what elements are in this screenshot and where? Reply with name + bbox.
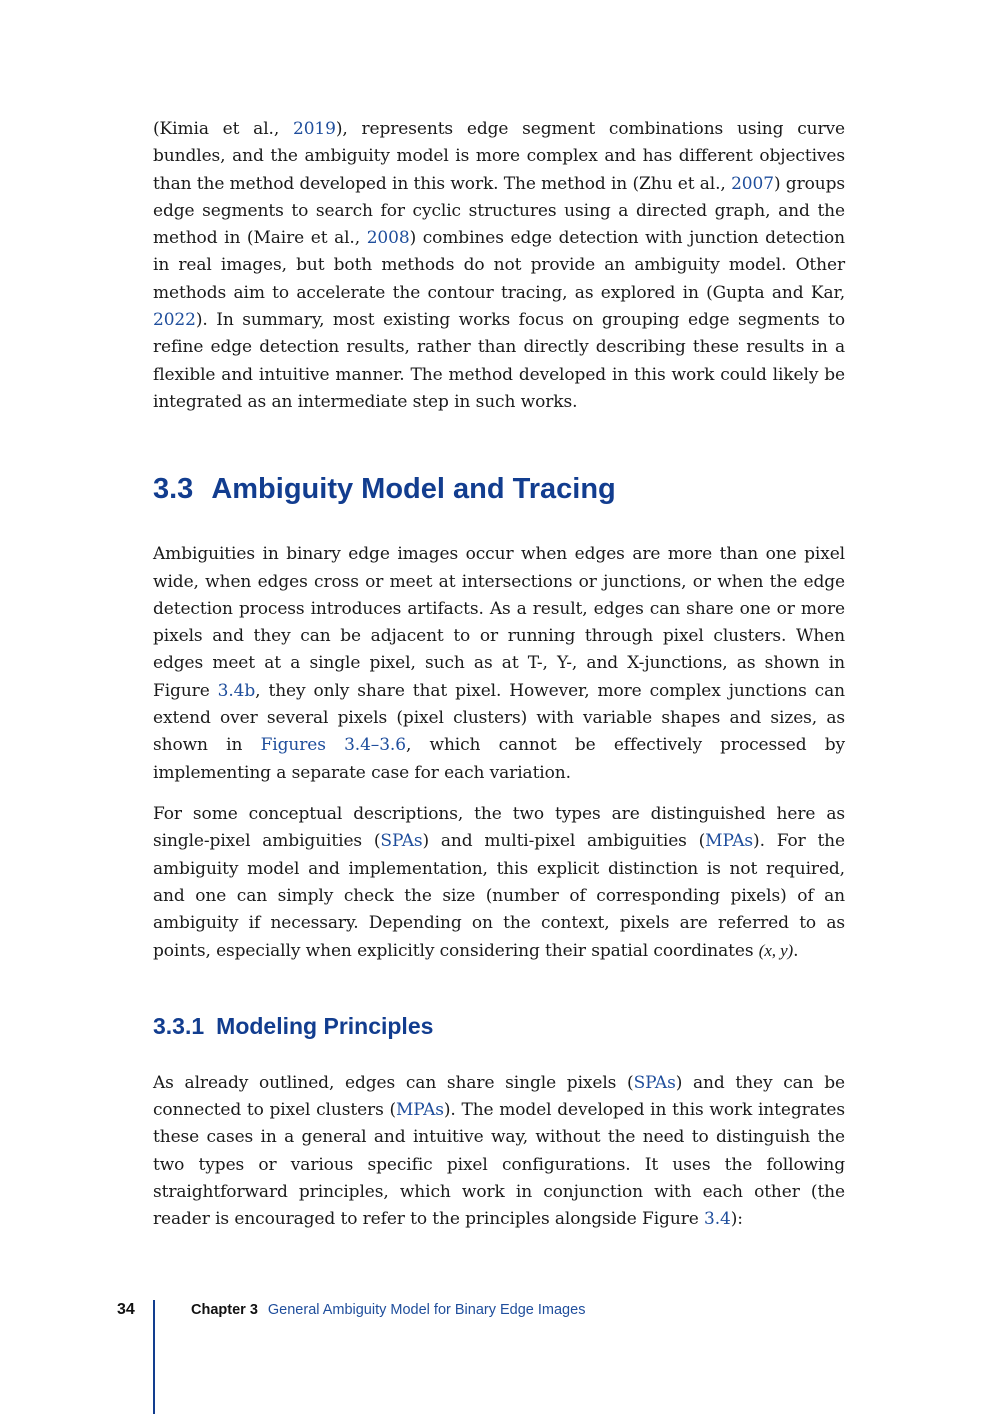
intro-paragraph: [153, 116, 845, 416]
subsection-number: 3.3.1: [153, 1012, 205, 1039]
running-footer: [191, 1302, 585, 1318]
citation-link[interactable]: 2007: [731, 173, 774, 194]
text: ). For the ambiguity model and implementation, this explicit distinction is not required, and one can simply check the size (number of corresponding pixels) of an ambiguity if necessary. Depending on the context, pixels are referred to as points, especially when explicitly considering their spatial coordinates: [153, 831, 845, 962]
footer-divider: [153, 1300, 155, 1414]
acronym-link[interactable]: MPAs: [395, 1100, 444, 1121]
subsection-heading: [153, 1011, 845, 1041]
figure-link[interactable]: Figures 3.4–3.6: [260, 735, 406, 756]
text: , they only share that pixel. However, more complex junctions can extend over several pixels (pixel clusters) with variable shapes and sizes, as shown in: [153, 680, 845, 756]
figure-link[interactable]: 3.4: [703, 1209, 731, 1230]
section-paragraph-1: [153, 541, 845, 787]
text: , which cannot be effectively processed by implementing a separate case for each variation.: [153, 735, 846, 783]
acronym-link[interactable]: SPAs: [633, 1072, 676, 1093]
citation-link[interactable]: 2008: [366, 228, 410, 249]
text: .: [793, 941, 799, 962]
section-heading: [153, 471, 845, 507]
text: ) combines edge detection with junction detection in real images, but both methods do not provide an ambiguity model. Other methods aim to accelerate the contour tracing, as explored in (Gupta and Kar,: [153, 228, 846, 303]
text: For some conceptual descriptions, the two types are distinguished here as single-pixel ambiguities (: [153, 803, 845, 852]
acronym-link[interactable]: MPAs: [705, 831, 754, 852]
chapter-label: Chapter 3: [191, 1302, 258, 1318]
text: ). The model developed in this work integrates these cases in a general and intuitive way, without the need to distinguish the two types or various specific pixel configurations. It uses the following straightforward principles, which work in conjunction with each other (the reader is encouraged to refer to the principles alongside Figure: [153, 1100, 846, 1230]
text: ) and multi-pixel ambiguities (: [422, 831, 706, 852]
text: Ambiguities in binary edge images occur when edges are more than one pixel wide, when edges cross or meet at intersections or junctions, or when the edge detection process introduces artifacts. As a result, edges can share one or more pixels and they can be adjacent to or running through pixel clusters. When edges meet at a single pixel, such as at T-, Y-, and X-junctions, as shown in Figure: [153, 544, 845, 701]
text: ) and they can be connected to pixel clusters (: [153, 1072, 845, 1121]
page-body: [153, 116, 845, 1234]
acronym-link[interactable]: SPAs: [380, 831, 423, 852]
section-title: Ambiguity Model and Tracing: [211, 473, 616, 506]
subsection-title: Modeling Principles: [216, 1012, 434, 1039]
text: As already outlined, edges can share single pixels (: [153, 1072, 634, 1093]
section-paragraph-2: [153, 801, 845, 966]
text: ) groups edge segments to search for cyclic structures using a directed graph, and the method in (Maire et al.,: [153, 173, 845, 249]
text: ). In summary, most existing works focus on grouping edge segments to refine edge detection results, rather than directly describing these results in a flexible and intuitive manner. The method developed in this work could likely be integrated as an intermediate step in such works.: [153, 310, 845, 412]
math-expression: (x, y): [758, 941, 794, 961]
citation-link[interactable]: 2019: [292, 119, 336, 139]
subsection-paragraph-1: [153, 1070, 845, 1234]
chapter-title: General Ambiguity Model for Binary Edge Images: [267, 1302, 586, 1318]
citation-link[interactable]: 2022: [153, 310, 196, 331]
text: ), represents edge segment combinations using curve bundles, and the ambiguity model is more complex and has different objectives than the method developed in this work. The method in (Zhu et al.,: [153, 119, 845, 194]
section-number: 3.3: [153, 473, 194, 506]
figure-link[interactable]: 3.4b: [217, 680, 256, 701]
text: (Kimia et al.,: [153, 119, 293, 139]
text: ):: [730, 1209, 743, 1230]
page-number: 34: [117, 1301, 135, 1318]
